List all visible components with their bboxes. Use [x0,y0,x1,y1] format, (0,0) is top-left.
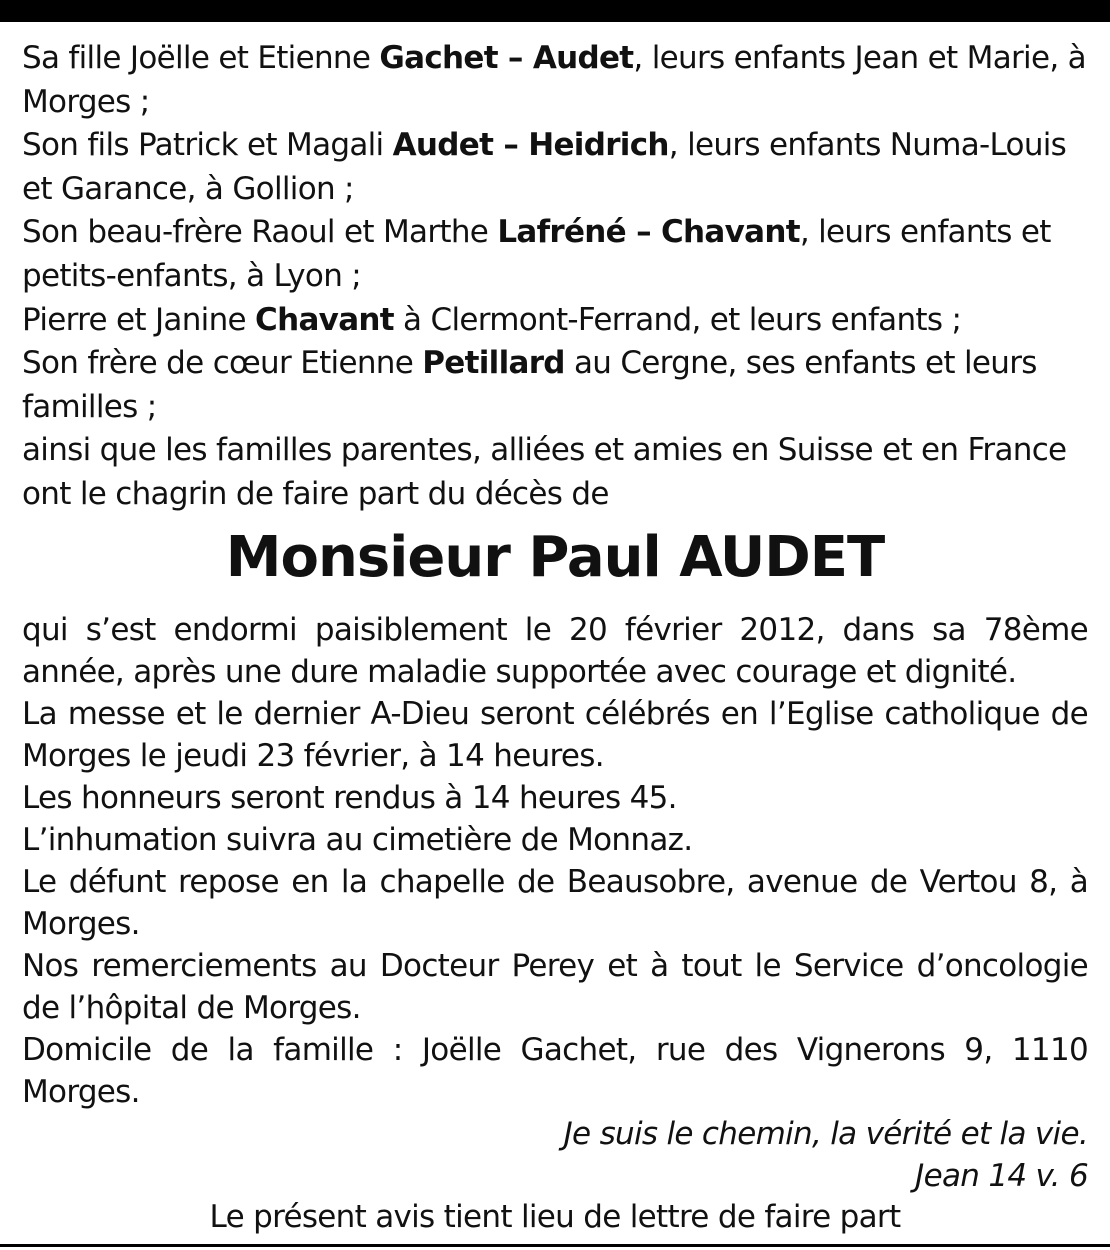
detail-paragraph: La messe et le dernier A-Dieu seront célébrés en l’Eglise catholique de Morges le jeudi 23 février, à 14 heures. [22,696,1088,774]
family-announcement [22,37,1088,517]
bottom-border-rule [0,1244,1110,1247]
family-name: Chavant [255,301,394,338]
quote-text: Je suis le chemin, la vérité et la vie. [563,1116,1088,1152]
footer-note: Le présent avis tient lieu de lettre de faire part [209,1199,901,1235]
detail-paragraph: Le défunt repose en la chapelle de Beausobre, avenue de Vertou 8, à Morges. [22,864,1088,942]
family-name: Lafréné – Chavant [497,214,800,251]
top-border-rule [0,0,1110,22]
family-line: Son fils Patrick et Magali Audet – Heidrich, leurs enfants Numa-Louis et Garance, à Gollion ; [22,127,1067,207]
deceased-name-heading: Monsieur Paul AUDET [225,525,885,590]
family-name: Petillard [422,345,565,382]
detail-paragraph: Nos remerciements au Docteur Perey et à tout le Service d’oncologie de l’hôpital de Morges. [22,948,1088,1026]
bible-quote [564,1113,1088,1197]
closing-line: ainsi que les familles parentes, alliées et amies en Suisse et en France ont le chagrin de faire part du décès de [22,432,1067,512]
family-line: Son beau-frère Raoul et Marthe Lafréné – Chavant, leurs enfants et petits-enfants, à Lyon ; [22,214,1051,294]
funeral-details [22,609,1088,1113]
detail-paragraph: Domicile de la famille : Joëlle Gachet, rue des Vignerons 9, 1110 Morges. [22,1032,1088,1110]
detail-paragraph: L’inhumation suivra au cimetière de Monnaz. [22,822,693,858]
family-name: Gachet – Audet [379,40,634,76]
quote-reference: Jean 14 v. 6 [915,1158,1088,1194]
family-line: Pierre et Janine Chavant à Clermont-Ferrand, et leurs enfants ; [22,301,962,338]
family-line: Sa fille Joëlle et Etienne Gachet – Audet, leurs enfants Jean et Marie, à Morges ; [22,40,1086,120]
detail-paragraph: Les honneurs seront rendus à 14 heures 45. [22,780,677,816]
detail-paragraph: qui s’est endormi paisiblement le 20 février 2012, dans sa 78ème année, après une dure maladie supportée avec courage et dignité. [22,612,1088,690]
family-name: Audet – Heidrich [392,127,669,164]
family-line: Son frère de cœur Etienne Petillard au Cergne, ses enfants et leurs familles ; [22,345,1037,425]
